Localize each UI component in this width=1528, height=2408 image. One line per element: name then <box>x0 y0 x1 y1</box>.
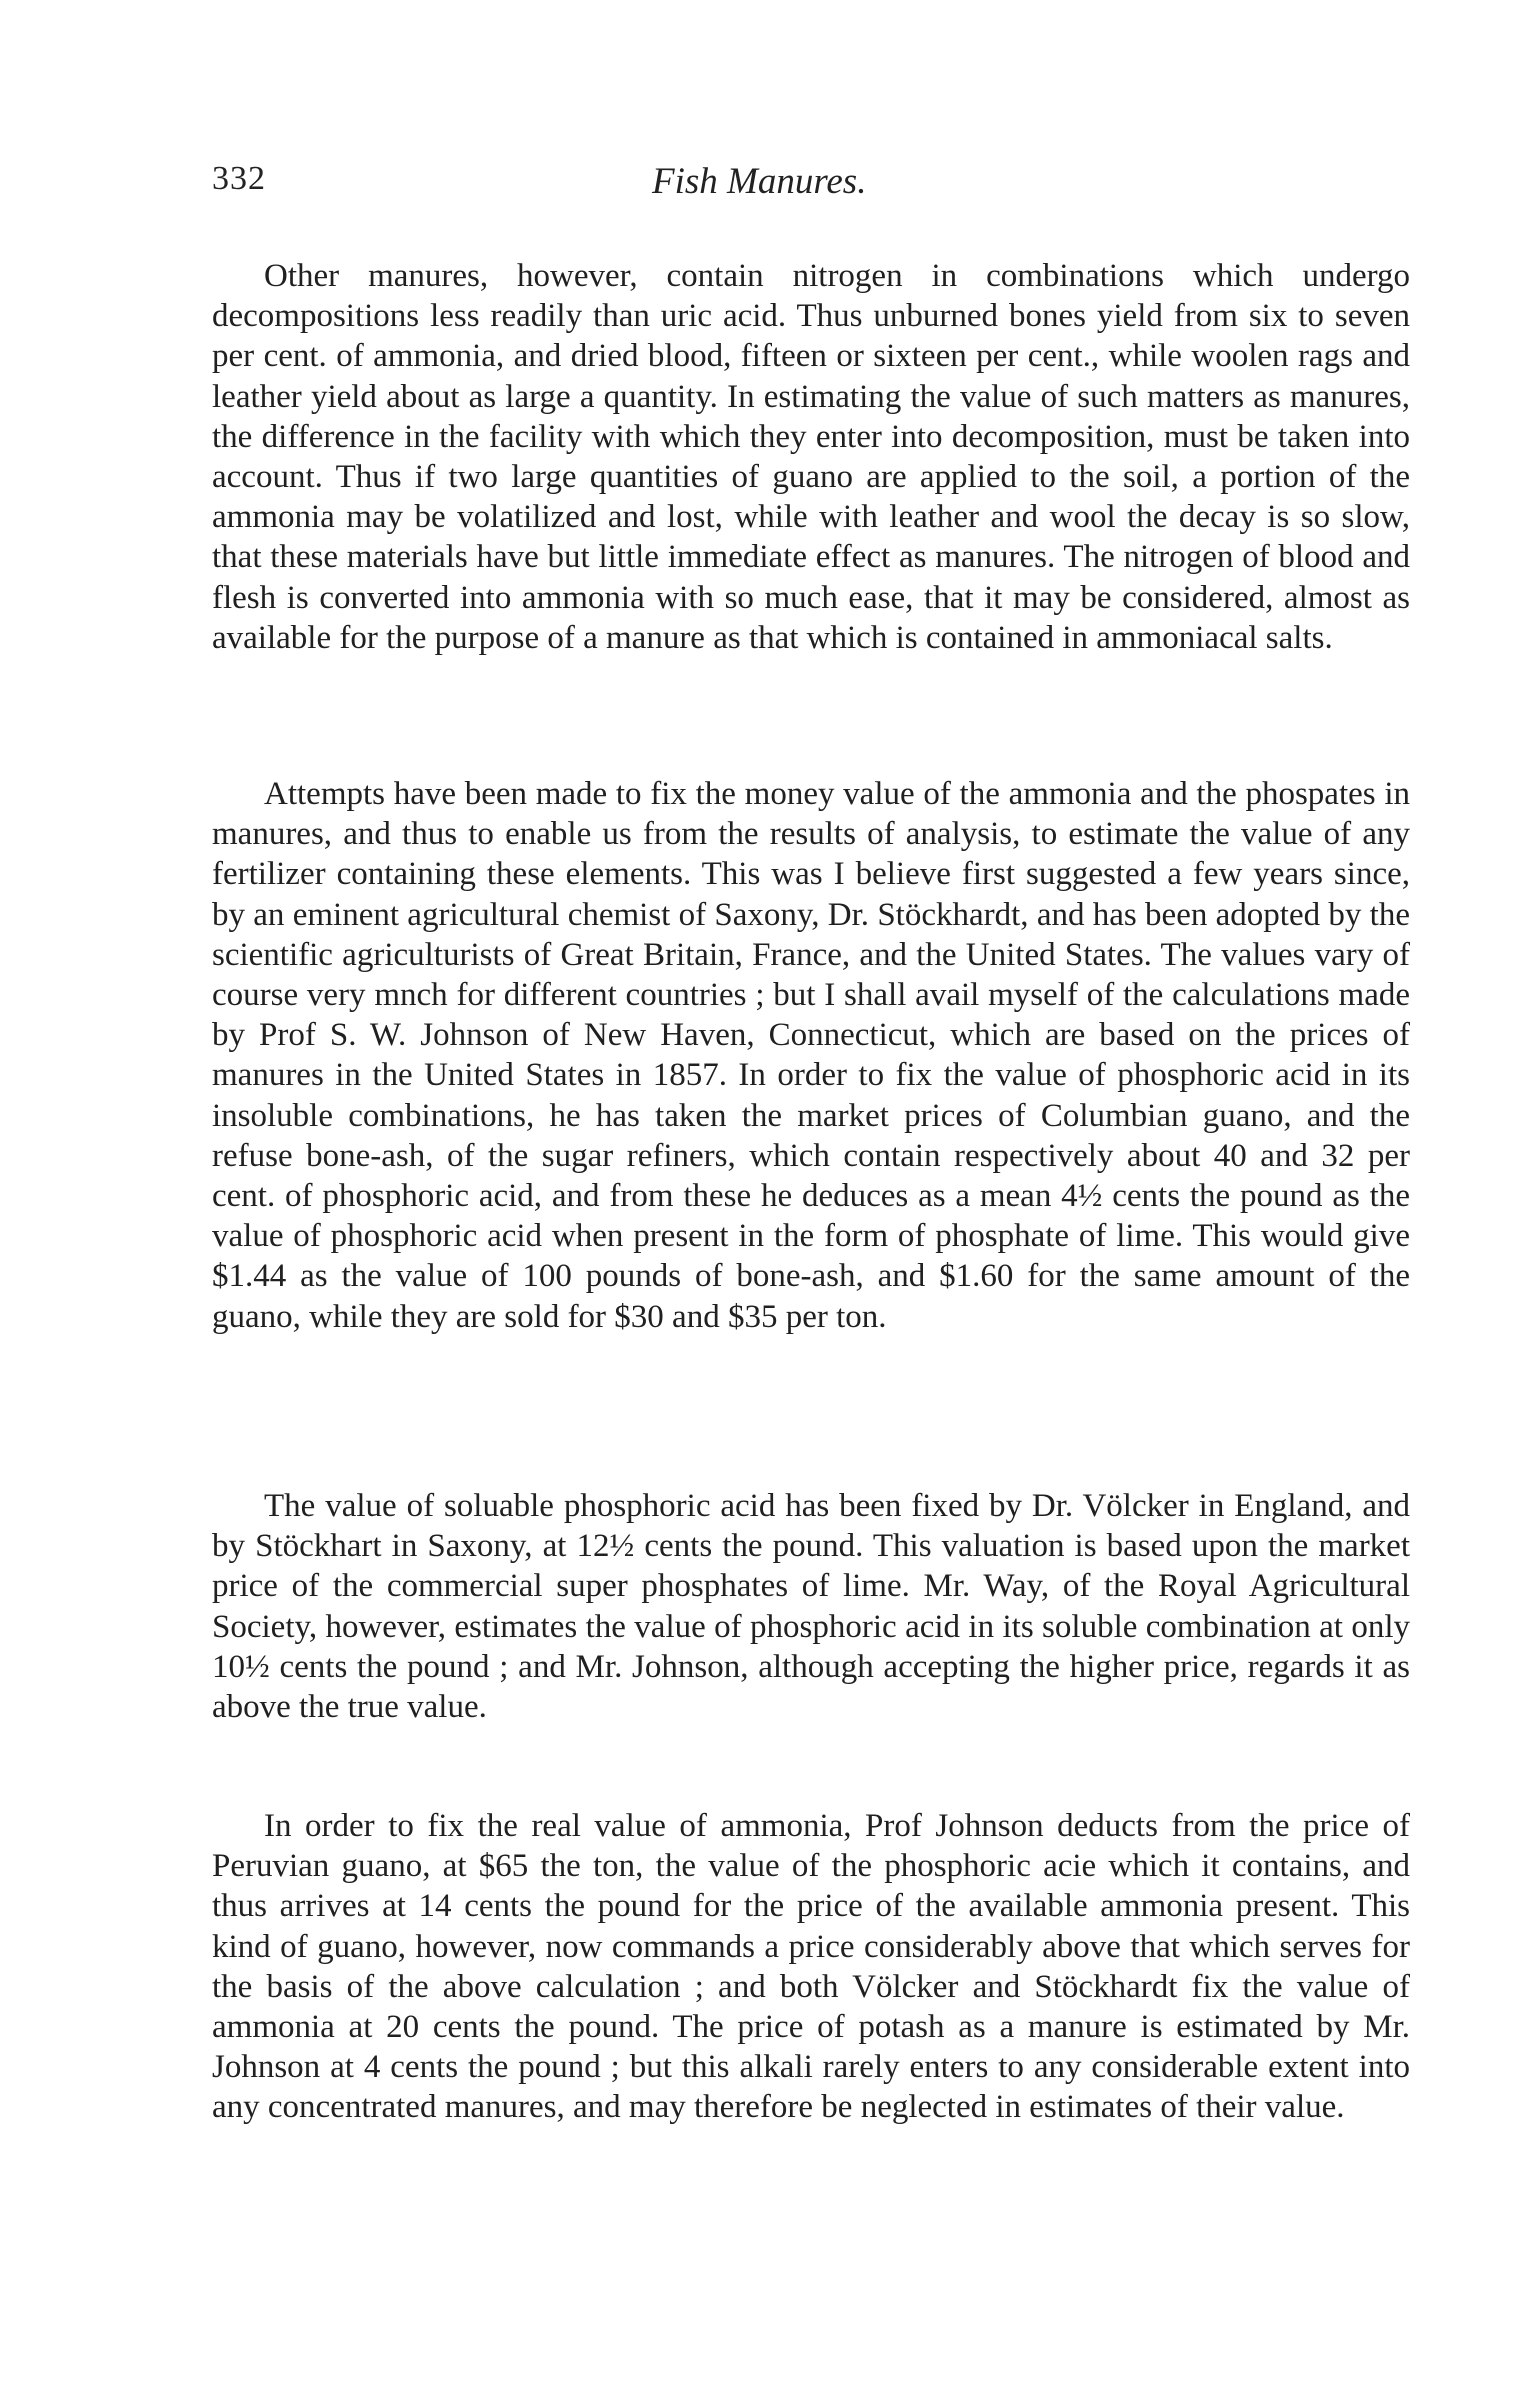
paragraph-soluble-phosphoric-acid: The value of soluable phosphoric acid has been fixed by Dr. Völcker in England, and by Stöckhart in Saxony, at 12½ cents the pound. This valuation is based upon the market price of the commercial super phosphates of lime. Mr. Way, of the Royal Agricultural Society, however, estimates the value of phosphoric acid in its soluble combination at only 10½ cents the pound ; and Mr. Johnson, although accepting the higher price, regards it as above the true value. <box>212 1488 1410 1726</box>
paragraph-nitrogen-combinations: Other manures, however, contain nitrogen in combinations which undergo decompositions less readily than uric acid. Thus unburned bones yield from six to seven per cent. of ammonia, and dried blood, fifteen or sixteen per cent., while woolen rags and leather yield about as large a quantity. In estimating the value of such matters as manures, the difference in the facility with which they enter into decomposition, must be taken into account. Thus if two large quantities of guano are applied to the soil, a portion of the ammonia may be volatilized and lost, while with leather and wool the decay is so slow, that these materials have but little immediate effect as manures. The nitrogen of blood and flesh is converted into ammonia with so much ease, that it may be considered, almost as available for the purpose of a manure as that which is contained in ammoniacal salts. <box>212 258 1410 656</box>
page-number: 332 <box>212 160 266 197</box>
page-header <box>212 160 1412 220</box>
paragraph-money-value: Attempts have been made to fix the money value of the ammonia and the phospates in manures, and thus to enable us from the results of analysis, to estimate the value of any fertilizer containing these elements. This was I believe first suggested a few years since, by an eminent agricultural chemist of Saxony, Dr. Stöckhardt, and has been adopted by the scientific agriculturists of Great Britain, France, and the United States. The values vary of course very mnch for different countries ; but I shall avail myself of the calculations made by Prof S. W. Johnson of New Haven, Connecticut, which are based on the prices of manures in the United States in 1857. In order to fix the value of phosphoric acid in its insoluble combinations, he has taken the market prices of Columbian guano, and the refuse bone-ash, of the sugar refiners, which contain respectively about 40 and 32 per cent. of phosphoric acid, and from these he deduces as a mean 4½ cents the pound as the value of phosphoric acid when present in the form of phosphate of lime. This would give $1.44 as the value of 100 pounds of bone-ash, and $1.60 for the same amount of the guano, while they are sold for $30 and $35 per ton. <box>212 776 1410 1335</box>
running-title: Fish Manures. <box>652 161 867 202</box>
paragraph-value-of-ammonia: In order to fix the real value of ammonia, Prof Johnson deducts from the price of Peruvian guano, at $65 the ton, the value of the phosphoric acie which it contains, and thus arrives at 14 cents the pound for the price of the available ammonia present. This kind of guano, however, now commands a price considerably above that which serves for the basis of the above calculation ; and both Völcker and Stöckhardt fix the value of ammonia at 20 cents the pound. The price of potash as a manure is estimated by Mr. Johnson at 4 cents the pound ; but this alkali rarely enters to any considerable extent into any concentrated manures, and may therefore be neglected in estimates of their value. <box>212 1808 1410 2126</box>
